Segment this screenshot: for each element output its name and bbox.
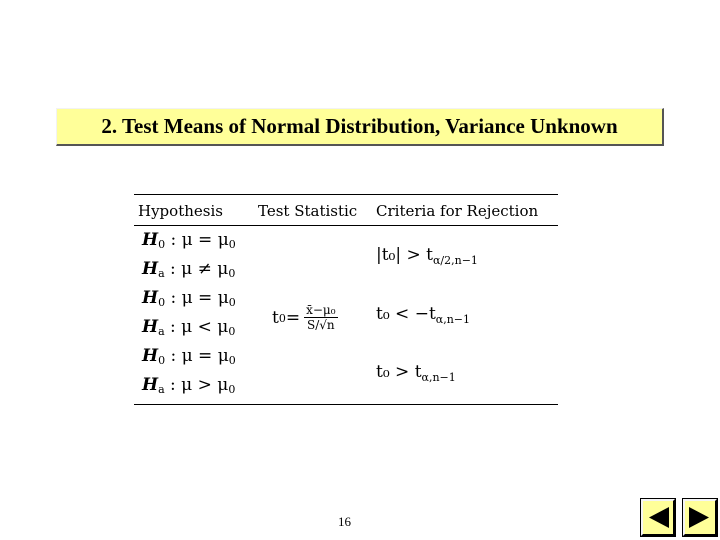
hypothesis-row: $H_0$ : $\mu = \mu_0$ (142, 346, 236, 367)
hypothesis-row: $H_a$ : $\mu < \mu_0$ (142, 317, 236, 338)
previous-slide-button[interactable] (641, 499, 675, 536)
slide-title (56, 108, 664, 146)
table-header (134, 195, 558, 225)
table-bottom-rule (134, 404, 558, 405)
table-body (134, 226, 558, 404)
hypothesis-table (134, 194, 558, 405)
page-number: 16 (338, 514, 351, 529)
test-statistic-formula: t 0 = $\frac{\text{x̄−μ₀}}{S/√n}$ (272, 303, 336, 332)
header-criteria: Criteria for Rejection (376, 202, 539, 220)
criteria-right-tail: $t_0 > t_{\alpha,n-1}$ (376, 362, 456, 384)
hypothesis-row: $H_0$ : $\mu = \mu_0$ (142, 288, 236, 309)
hypothesis-row: $H_a$ : $\mu \ne \mu_0$ (142, 259, 236, 280)
criteria-two-sided: $|t_0| > t_{\alpha/2,n-1}$ (376, 245, 478, 267)
next-slide-button[interactable] (683, 499, 717, 536)
header-test-statistic: Test Statistic (258, 202, 358, 220)
hypothesis-row: $H_a$ : $\mu > \mu_0$ (142, 375, 236, 396)
hypothesis-row: $H_0$ : $\mu = \mu_0$ (142, 230, 236, 251)
triangle-left-icon (643, 501, 673, 534)
fraction-denominator: S/√n (306, 318, 335, 332)
triangle-right-icon (685, 501, 715, 534)
statistic-fraction (304, 304, 337, 332)
slide-title-text: 2. Test Means of Normal Distribution, Variance Unknown (101, 114, 618, 138)
header-hypothesis: Hypothesis (138, 202, 223, 220)
fraction-numerator: x̄−μ₀ (306, 303, 336, 317)
criteria-left-tail: $t_0 < -t_{\alpha,n-1}$ (376, 304, 471, 326)
